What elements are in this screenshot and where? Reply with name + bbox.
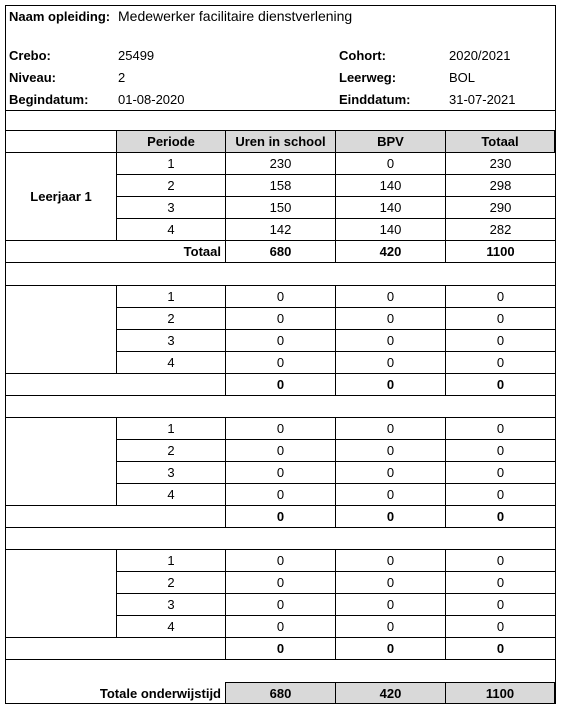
begindatum-value: 01-08-2020 [118, 91, 185, 107]
periode-cell: 2 [116, 439, 226, 462]
totaal-cell: 0 [445, 549, 556, 572]
bpv-cell: 140 [335, 218, 446, 241]
uren-cell: 0 [225, 285, 336, 308]
block-total-label [6, 637, 226, 659]
uren-cell: 0 [225, 307, 336, 330]
periode-cell: 2 [116, 307, 226, 330]
periode-cell: 3 [116, 329, 226, 352]
study-schedule-sheet [5, 5, 556, 704]
block-total-uren: 0 [225, 373, 336, 396]
block-bottom-divider [6, 262, 555, 263]
uren-cell: 0 [225, 549, 336, 572]
bpv-cell: 0 [335, 329, 446, 352]
naam-opleiding-label: Naam opleiding: [9, 8, 111, 24]
bpv-cell: 0 [335, 549, 446, 572]
block-total-label [6, 505, 226, 527]
grand-total-label: Totale onderwijstijd [99, 685, 221, 701]
einddatum-value: 31-07-2021 [449, 91, 516, 107]
uren-cell: 150 [225, 196, 336, 219]
block-total-totaal: 0 [445, 373, 556, 396]
totaal-cell: 0 [445, 571, 556, 594]
cohort-label: Cohort: [339, 47, 386, 63]
periode-cell: 1 [116, 152, 226, 175]
periode-cell: 4 [116, 615, 226, 638]
uren-cell: 142 [225, 218, 336, 241]
bpv-cell: 0 [335, 461, 446, 484]
block-bottom-divider [6, 659, 555, 660]
periode-cell: 3 [116, 461, 226, 484]
grand-total-bpv: 420 [335, 682, 446, 704]
uren-cell: 158 [225, 174, 336, 197]
periode-cell: 2 [116, 571, 226, 594]
uren-cell: 230 [225, 152, 336, 175]
block-bottom-divider [6, 395, 555, 396]
cohort-value: 2020/2021 [449, 47, 511, 63]
totaal-cell: 0 [445, 615, 556, 638]
periode-cell: 1 [116, 549, 226, 572]
totaal-cell: 298 [445, 174, 556, 197]
leerweg-label: Leerweg: [339, 69, 397, 85]
block-total-uren: 0 [225, 637, 336, 660]
bpv-cell: 140 [335, 196, 446, 219]
periode-cell: 3 [116, 196, 226, 219]
bpv-cell: 0 [335, 615, 446, 638]
block-total-totaal: 1100 [445, 240, 556, 263]
totaal-cell: 290 [445, 196, 556, 219]
totaal-cell: 230 [445, 152, 556, 175]
bpv-cell: 0 [335, 571, 446, 594]
uren-cell: 0 [225, 571, 336, 594]
totaal-cell: 0 [445, 461, 556, 484]
totaal-cell: 0 [445, 417, 556, 440]
crebo-label: Crebo: [9, 47, 51, 63]
block-bottom-divider [6, 527, 555, 528]
block-total-uren: 0 [225, 505, 336, 528]
bpv-cell: 0 [335, 439, 446, 462]
niveau-value: 2 [118, 69, 126, 85]
bpv-cell: 0 [335, 417, 446, 440]
periode-cell: 1 [116, 285, 226, 308]
block-total-label: Totaal [183, 243, 221, 259]
bpv-cell: 0 [335, 483, 446, 506]
crebo-value: 25499 [118, 47, 155, 63]
block-label [6, 549, 116, 637]
periode-cell: 1 [116, 417, 226, 440]
periode-cell: 4 [116, 351, 226, 374]
uren-cell: 0 [225, 351, 336, 374]
block-label [6, 417, 116, 505]
col-header-periode: Periode [116, 130, 226, 153]
block-total-bpv: 420 [335, 240, 446, 263]
totaal-cell: 0 [445, 439, 556, 462]
uren-cell: 0 [225, 593, 336, 616]
block-total-totaal: 0 [445, 637, 556, 660]
col-header-bpv: BPV [335, 130, 446, 153]
totaal-cell: 0 [445, 593, 556, 616]
begindatum-label: Begindatum: [9, 91, 89, 107]
totaal-cell: 0 [445, 307, 556, 330]
block-label: Leerjaar 1 [30, 188, 92, 204]
uren-cell: 0 [225, 461, 336, 484]
uren-cell: 0 [225, 615, 336, 638]
col-header-uren-in-school: Uren in school [225, 130, 336, 153]
bpv-cell: 0 [335, 593, 446, 616]
grand-total-uren: 680 [225, 682, 336, 704]
uren-cell: 0 [225, 329, 336, 352]
niveau-label: Niveau: [9, 69, 56, 85]
totaal-cell: 0 [445, 285, 556, 308]
periode-cell: 4 [116, 483, 226, 506]
periode-cell: 4 [116, 218, 226, 241]
block-total-totaal: 0 [445, 505, 556, 528]
periode-cell: 3 [116, 593, 226, 616]
block-label [6, 285, 116, 373]
block-total-bpv: 0 [335, 637, 446, 660]
bpv-cell: 0 [335, 307, 446, 330]
uren-cell: 0 [225, 483, 336, 506]
header-divider [6, 110, 555, 111]
uren-cell: 0 [225, 417, 336, 440]
bpv-cell: 0 [335, 152, 446, 175]
bpv-cell: 0 [335, 351, 446, 374]
block-total-label [6, 373, 226, 395]
totaal-cell: 0 [445, 351, 556, 374]
block-total-uren: 680 [225, 240, 336, 263]
totaal-cell: 0 [445, 483, 556, 506]
naam-opleiding-value: Medewerker facilitaire dienstverlening [118, 8, 353, 24]
periode-cell: 2 [116, 174, 226, 197]
bpv-cell: 0 [335, 285, 446, 308]
uren-cell: 0 [225, 439, 336, 462]
block-total-bpv: 0 [335, 505, 446, 528]
block-total-bpv: 0 [335, 373, 446, 396]
bpv-cell: 140 [335, 174, 446, 197]
totaal-cell: 282 [445, 218, 556, 241]
einddatum-label: Einddatum: [339, 91, 411, 107]
grand-total-totaal: 1100 [445, 682, 555, 704]
leerweg-value: BOL [449, 69, 476, 85]
totaal-cell: 0 [445, 329, 556, 352]
col-header-totaal: Totaal [445, 130, 555, 153]
